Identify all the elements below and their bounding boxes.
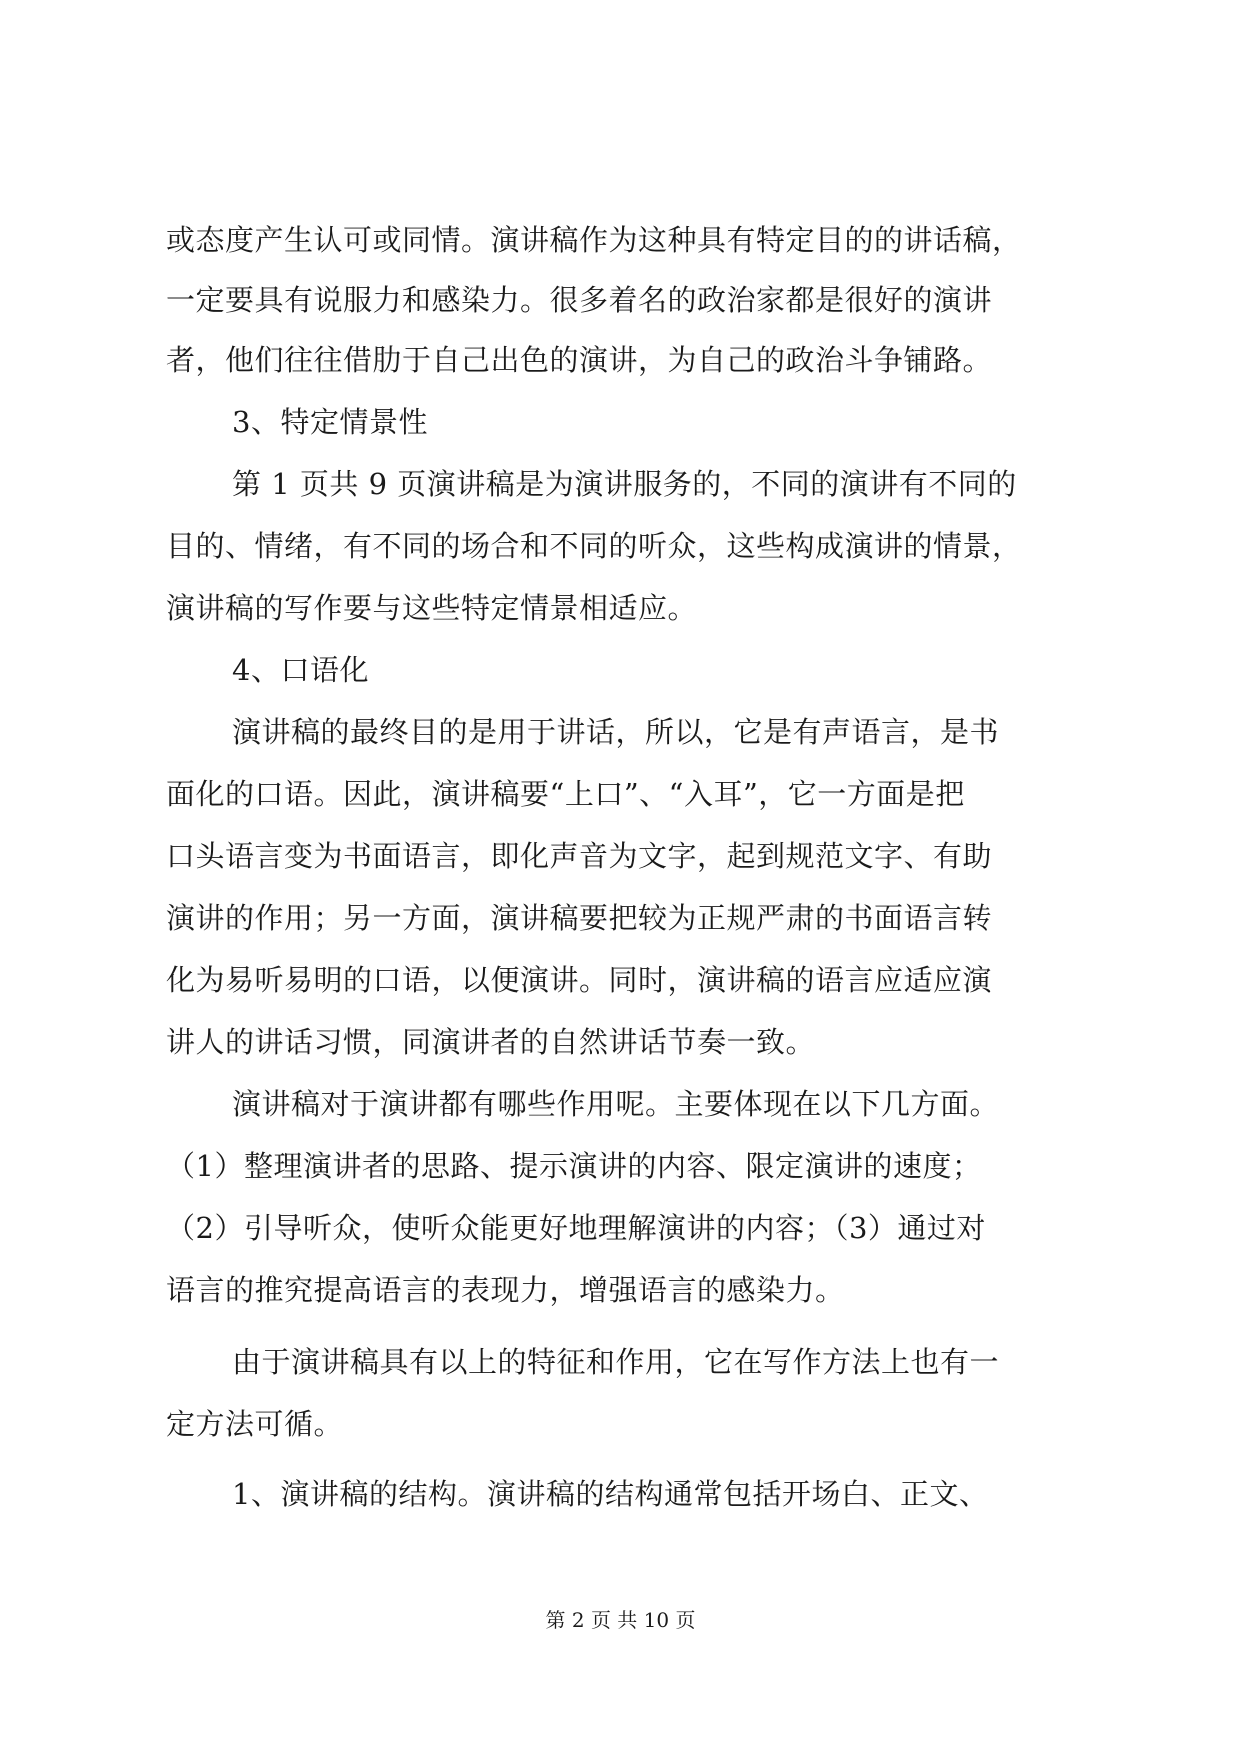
text-line: （1）整理演讲者的思路、提示演讲的内容、限定演讲的速度；: [166, 1149, 982, 1183]
text-line: 演讲稿的写作要与这些特定情景相适应。: [166, 591, 698, 625]
text-line: 1、演讲稿的结构。演讲稿的结构通常包括开场白、正文、: [232, 1477, 989, 1511]
text-line: 者，他们往往借肋于自己出色的演讲，为自己的政治斗争铺路。: [166, 343, 993, 377]
text-line: 目的、情绪，有不同的场合和不同的听众，这些构成演讲的情景，: [166, 529, 1022, 563]
text-line: （2）引导听众，使听众能更好地理解演讲的内容；（3）通过对: [166, 1211, 986, 1245]
text-line: 语言的推究提高语言的表现力，增强语言的感染力。: [166, 1273, 845, 1307]
text-line: 演讲稿对于演讲都有哪些作用呢。主要体现在以下几方面。: [232, 1087, 1000, 1121]
text-line: 面化的口语。因此，演讲稿要“上口”、“入耳”，它一方面是把: [166, 777, 965, 811]
text-line: 第 1 页共 9 页演讲稿是为演讲服务的，不同的演讲有不同的: [232, 467, 1017, 501]
section-heading: 4、口语化: [232, 653, 369, 687]
text-line: 或态度产生认可或同情。演讲稿作为这种具有特定目的的讲话稿，: [166, 223, 1022, 257]
section-heading: 3、特定情景性: [232, 405, 428, 439]
text-line: 由于演讲稿具有以上的特征和作用，它在写作方法上也有一: [232, 1345, 1000, 1379]
text-line: 演讲稿的最终目的是用于讲话，所以，它是有声语言，是书: [232, 715, 1000, 749]
text-line: 一定要具有说服力和感染力。很多着名的政治家都是很好的演讲: [166, 283, 993, 317]
page-footer: 第 2 页 共 10 页: [545, 1608, 696, 1632]
text-line: 化为易听易明的口语，以便演讲。同时，演讲稿的语言应适应演: [166, 963, 993, 997]
text-line: 演讲的作用；另一方面，演讲稿要把较为正规严肃的书面语言转: [166, 901, 993, 935]
text-line: 定方法可循。: [166, 1407, 344, 1441]
text-line: 讲人的讲话习惯，同演讲者的自然讲话节奏一致。: [166, 1025, 816, 1059]
text-line: 口头语言变为书面语言，即化声音为文字，起到规范文字、有助: [166, 839, 993, 873]
